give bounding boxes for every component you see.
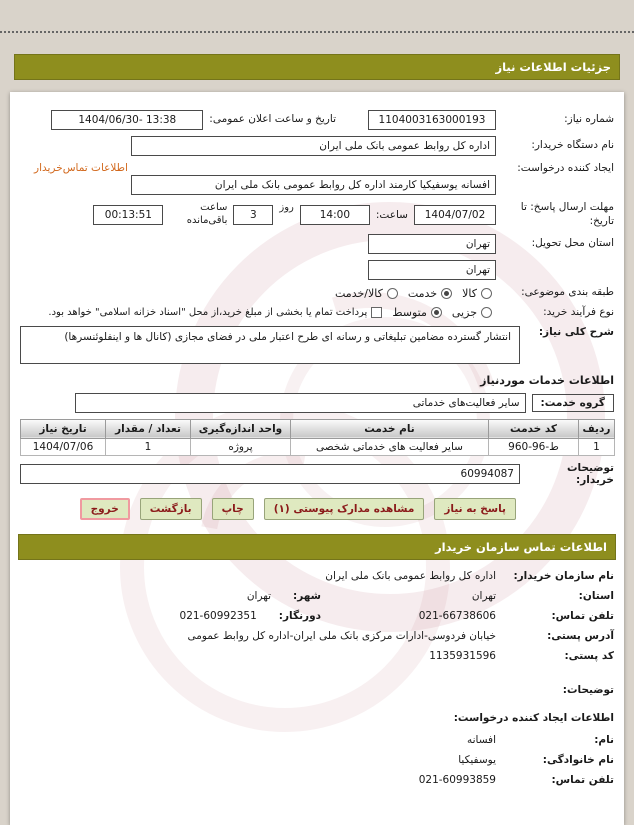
cell-row-number: 1 [579,438,615,455]
col-service-code: کد خدمت [489,419,579,438]
row-buyer-org [20,136,614,156]
radio-checked-icon [431,307,442,318]
announce-datetime-label: تاریخ و ساعت اعلان عمومی: [209,113,336,126]
radio-icon [481,288,492,299]
service-group-label: گروه خدمت: [532,394,614,412]
remaining-time-field[interactable]: 00:13:51 [93,205,163,225]
row-org-name [20,570,614,582]
creator-phone-value: 021-60993859 [418,773,496,786]
radio-option-service[interactable] [408,287,452,300]
address-label: آدرس پستی: [547,629,614,642]
radio-option-minor-label: جزیی [451,306,477,320]
phone-value: 021-66738606 [418,609,496,622]
contact-section-bar: اطلاعات تماس سازمان خریدار [18,534,616,560]
buyer-notes-label: توضیحات خریدار: [566,461,614,486]
delivery-province-label: استان محل تحویل: [531,237,614,250]
deadline-label: مهلت ارسال پاسخ: تا تاریخ: [520,201,614,227]
row-delivery-city [20,260,614,280]
treasury-checkbox-option[interactable] [48,307,382,318]
request-creator-field[interactable]: افسانه یوسفیکیا کارمند اداره کل روابط عمومی بانک ملی ایران [131,175,496,195]
services-table-body [21,438,615,455]
dotted-divider [0,31,634,33]
services-table-head [21,419,615,438]
province-value: تهران [471,589,496,602]
deadline-time-label: ساعت: [375,208,408,221]
col-need-date: تاریخ نیاز [21,419,106,438]
fax-label: دورنگار: [278,609,321,622]
radio-option-goods-service-label: کالا/خدمت [335,286,383,300]
request-creator-group [20,162,496,195]
buyer-contact-link[interactable]: اطلاعات تماس‌خریدار [34,162,128,174]
col-quantity: تعداد / مقدار [106,419,191,438]
buyer-org-field[interactable]: اداره کل روابط عمومی بانک ملی ایران [131,136,496,156]
last-name-label: نام خانوادگی: [542,753,614,766]
subject-class-label: طبقه بندی موضوعی: [521,286,614,299]
row-purchase-type [20,306,614,320]
radio-option-goods-service[interactable] [335,287,398,300]
deadline-days-field[interactable]: 3 [233,205,273,225]
address-value: خیابان فردوسی-ادارات مرکزی بانک ملی ایران-اداره کل روابط عمومی [187,629,496,642]
radio-checked-icon [441,288,452,299]
table-row [21,438,615,455]
delivery-city-field[interactable]: تهران [368,260,496,280]
attachments-button[interactable]: مشاهده مدارک پیوستی (۱) [264,498,425,520]
radio-option-medium-label: متوسط [392,306,427,320]
row-request-creator [20,162,614,195]
top-strip [0,0,634,54]
buyer-notes-field[interactable]: 60994087 [20,464,520,484]
phone-label: تلفن تماس: [551,609,614,622]
org-name-label: نام سازمان خریدار: [513,569,614,582]
deadline-days-label: روز [279,202,294,214]
need-number-label: شماره نیاز: [564,113,614,126]
cell-service-name: سایر فعالیت های خدماتی شخصی [291,438,489,455]
radio-option-medium[interactable] [392,306,442,319]
row-postal-code [20,650,614,662]
need-number-field[interactable]: 1104003163000193 [368,110,496,130]
row-buyer-notes [20,462,614,486]
form-card [10,92,624,825]
row-delivery-province [20,234,614,254]
org-name-value: اداره کل روابط عمومی بانک ملی ایران [325,569,496,582]
postal-code-label: کد پستی: [564,649,614,662]
col-row-number: ردیف [579,419,615,438]
description-field[interactable]: انتشار گسترده مضامین تبلیغاتی و رسانه ای طرح اعتبار ملی در فضای مجازی (کانال ها و اینفلوئنسرها) [20,326,520,364]
remaining-time-label: ساعت باقی‌مانده [186,202,228,226]
fax-value: 021-60992351 [179,609,257,622]
deadline-time-field[interactable]: 14:00 [300,205,370,225]
deadline-date-field[interactable]: 1404/07/02 [414,205,496,225]
services-table [20,419,615,456]
delivery-province-field[interactable]: تهران [368,234,496,254]
buyer-org-label: نام دستگاه خریدار: [531,139,614,152]
city-value: تهران [246,589,271,602]
description-label: شرح کلی نیاز: [538,325,614,338]
first-name-label: نام: [594,733,614,746]
announce-datetime-field[interactable]: 1404/06/30- 13:38 [51,110,203,130]
cell-quantity: 1 [106,438,191,455]
row-province-city [20,590,614,602]
row-description [20,326,614,364]
purchase-type-label: نوع فرآیند خرید: [543,305,614,318]
radio-option-service-label: خدمت [407,286,438,300]
form-content [18,110,616,786]
services-section-title: اطلاعات خدمات موردنیاز [480,373,614,387]
cell-unit: پروژه [191,438,291,455]
row-phone-fax [20,610,614,622]
cell-need-date: 1404/07/06 [21,438,106,455]
row-creator-first-name [20,734,614,746]
notes-label: توضیحات: [562,683,614,696]
radio-icon [387,288,398,299]
col-service-name: نام خدمت [291,419,489,438]
row-need-number [20,110,614,130]
print-button[interactable]: چاپ [212,498,254,520]
page-title: جزئیات اطلاعات نیاز [14,54,620,80]
checkbox-icon [371,307,382,318]
cell-service-code: ط-96-960 [489,438,579,455]
back-button[interactable]: بازگشت [140,498,202,520]
city-label: شهر: [293,589,321,602]
first-name-value: افسانه [466,733,496,746]
reply-button[interactable]: پاسخ به نیاز [434,498,516,520]
radio-icon [481,307,492,318]
service-group-field[interactable]: سایر فعالیت‌های خدماتی [75,393,526,413]
radio-option-minor[interactable] [452,306,492,319]
row-creator-last-name [20,754,614,766]
province-label: استان: [578,589,614,602]
row-service-group [20,393,614,413]
row-deadline [20,201,614,228]
creator-phone-label: تلفن تماس: [551,773,614,786]
action-buttons [18,498,616,520]
row-creator-phone [20,774,614,786]
col-unit: واحد اندازه‌گیری [191,419,291,438]
services-table-header-row [21,419,615,438]
row-subject-class [20,286,614,300]
creator-section-title: اطلاعات ایجاد کننده درخواست: [453,711,614,724]
row-address [20,630,614,642]
radio-option-goods-label: کالا [462,286,477,300]
exit-button[interactable]: خروج [80,498,130,520]
postal-code-value: 1135931596 [429,649,496,662]
request-creator-label: ایجاد کننده درخواست: [517,162,614,174]
last-name-value: یوسفیکیا [458,753,496,766]
radio-option-goods[interactable] [462,287,492,300]
treasury-note-label: پرداخت تمام یا بخشی از مبلغ خرید،از محل "اسناد خزانه اسلامی" خواهد بود. [48,307,368,319]
